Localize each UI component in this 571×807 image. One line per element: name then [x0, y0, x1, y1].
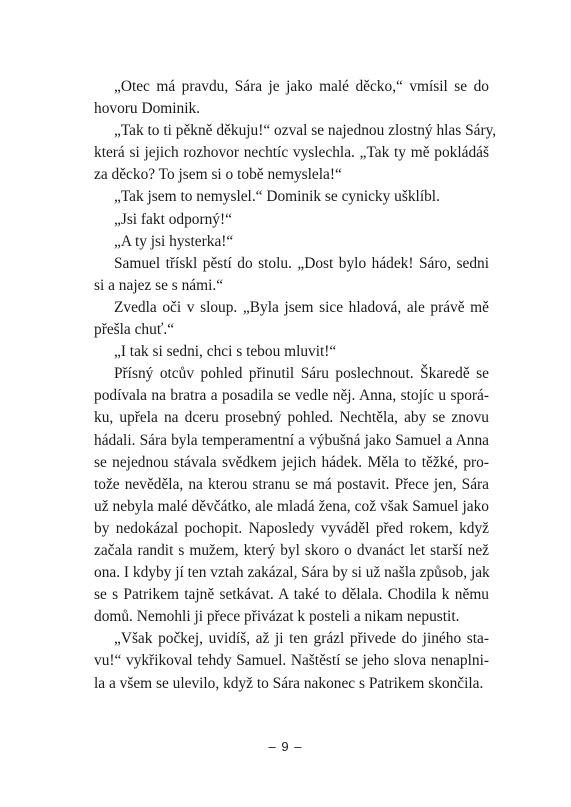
- text-line: Zvedla oči v sloup. „Byla jsem sice hladová, ale právě mě: [114, 298, 489, 316]
- text-line: si a najez se s námi.“: [94, 276, 224, 294]
- text-line: hovoru Dominik.: [94, 100, 201, 118]
- text-line: „Však počkej, uvidíš, až ji ten grázl přivede do jiného sta-: [114, 630, 489, 648]
- text-line: vu!“ vykřikoval tehdy Samuel. Naštěstí se jeho slova nenaplni-: [94, 652, 489, 670]
- text-line: podívala na bratra a posadila se vedle něj. Anna, stojíc u sporá-: [94, 387, 489, 405]
- paragraph: [94, 363, 489, 628]
- text-line: se s Patrikem tajně setkávat. A také to dělala. Chodila k němu: [94, 586, 489, 604]
- paragraph: [94, 186, 489, 208]
- text-line: „Tak jsem to nemyslel.“ Dominik se cynicky ušklíbl.: [114, 188, 440, 206]
- body-text: [94, 76, 497, 695]
- text-line: „Jsi fakt odporný!“: [114, 210, 232, 228]
- text-line: ku, upřela na dceru prosebný pohled. Nechtěla, aby se znovu: [94, 409, 489, 427]
- text-line: hádali. Sára byla temperamentní a výbušná jako Samuel a Anna: [94, 431, 489, 449]
- text-line: „A ty jsi hysterka!“: [114, 232, 234, 250]
- text-line: začala randit s mužem, který byl skoro o dvanáct let starší než: [94, 541, 489, 559]
- paragraph: [94, 297, 489, 341]
- text-line: přešla chuť.“: [94, 321, 175, 339]
- text-line: domů. Nemohli ji přece přivázat k posteli a nikam nepustit.: [94, 608, 460, 626]
- text-line: už nebyla malé děvčátko, ale mladá žena, což však Samuel jako: [94, 497, 489, 515]
- paragraph: [94, 253, 489, 297]
- text-line: se nejednou stávala svědkem jejich hádek. Měla to těžké, pro-: [94, 453, 489, 471]
- text-line: „Otec má pravdu, Sára je jako malé děcko,“ vmísil se do: [114, 78, 489, 95]
- text-line: tože nevěděla, na kterou stranu se má postavit. Přece jen, Sára: [94, 475, 489, 493]
- paragraph: [94, 341, 489, 363]
- text-line: Samuel třískl pěstí do stolu. „Dost bylo hádek! Sáro, sedni: [114, 254, 489, 272]
- text-line: „I tak si sedni, chci s tebou mluvit!“: [114, 343, 337, 361]
- text-line: „Tak to ti pěkně děkuju!“ ozval se najednou zlostný hlas Sáry,: [114, 122, 497, 140]
- paragraph: [94, 628, 489, 694]
- text-line: Přísný otcův pohled přinutil Sáru poslechnout. Škaredě se: [114, 365, 489, 383]
- text-line: která si jejich rozhovor nechtíc vyslechla. „Tak ty mě pokládáš: [94, 144, 489, 162]
- text-line: ona. I kdyby jí ten vztah zakázal, Sára by si už našla způsob, jak: [94, 564, 490, 582]
- paragraph: [94, 209, 489, 231]
- text-line: la a všem se ulevilo, když to Sára nakonec s Patrikem skončila.: [94, 674, 484, 692]
- paragraph: [94, 76, 489, 120]
- page-number: – 9 –: [268, 739, 303, 754]
- paragraph: [94, 120, 497, 186]
- text-line: za děcko? To jsem si o tobě nemyslela!“: [94, 166, 342, 184]
- paragraph: [94, 231, 489, 253]
- text-line: by nedokázal pochopit. Naposledy vyváděl před rokem, když: [94, 519, 489, 537]
